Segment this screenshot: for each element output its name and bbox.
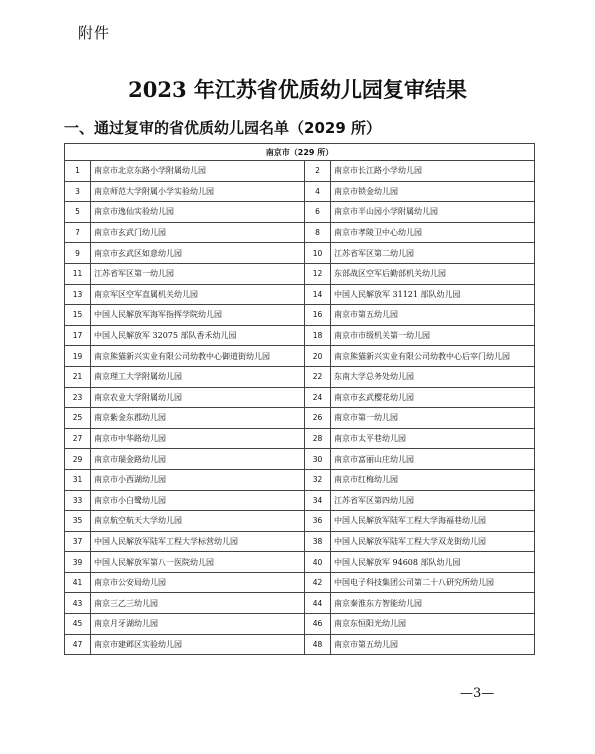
kindergarten-name-right: 南京市第五幼儿园 [331, 305, 535, 326]
table-row [65, 593, 535, 614]
row-number-left: 27 [65, 428, 91, 449]
table-row [65, 222, 535, 243]
table-row [65, 572, 535, 593]
row-number-left: 23 [65, 387, 91, 408]
row-number-left: 45 [65, 614, 91, 635]
kindergarten-name-right: 南京市锁金幼儿园 [331, 181, 535, 202]
kindergarten-name-right: 东部战区空军后勤部机关幼儿园 [331, 263, 535, 284]
kindergarten-name-right: 南京市玄武樱花幼儿园 [331, 387, 535, 408]
table-row [65, 531, 535, 552]
kindergarten-name-left: 南京理工大学附属幼儿园 [91, 366, 305, 387]
kindergarten-name-left: 南京三乙三幼儿园 [91, 593, 305, 614]
row-number-left: 3 [65, 181, 91, 202]
row-number-left: 1 [65, 161, 91, 182]
kindergarten-name-right: 中国电子科技集团公司第二十八研究所幼儿园 [331, 572, 535, 593]
table-row [65, 469, 535, 490]
row-number-right: 28 [305, 428, 331, 449]
kindergarten-name-right: 中国人民解放军陆军工程大学双龙街幼儿园 [331, 531, 535, 552]
row-number-right: 46 [305, 614, 331, 635]
section-heading: 一、通过复审的省优质幼儿园名单（2029 所） [64, 119, 381, 137]
row-number-left: 17 [65, 325, 91, 346]
row-number-right: 16 [305, 305, 331, 326]
row-number-right: 30 [305, 449, 331, 470]
kindergarten-table [64, 143, 535, 655]
row-number-left: 5 [65, 202, 91, 223]
table-row [65, 305, 535, 326]
table-row [65, 161, 535, 182]
table-row [65, 449, 535, 470]
kindergarten-name-left: 南京市玄武门幼儿园 [91, 222, 305, 243]
table-row [65, 634, 535, 655]
row-number-left: 11 [65, 263, 91, 284]
page-number: —3— [460, 686, 495, 701]
kindergarten-name-left: 南京市公安局幼儿园 [91, 572, 305, 593]
table-row [65, 284, 535, 305]
row-number-right: 34 [305, 490, 331, 511]
row-number-right: 10 [305, 243, 331, 264]
row-number-left: 21 [65, 366, 91, 387]
kindergarten-name-right: 南京市富丽山庄幼儿园 [331, 449, 535, 470]
table-row [65, 408, 535, 429]
table-row [65, 325, 535, 346]
table-row [65, 366, 535, 387]
table-row [65, 428, 535, 449]
kindergarten-name-right: 南京市半山园小学附属幼儿园 [331, 202, 535, 223]
row-number-right: 48 [305, 634, 331, 655]
kindergarten-name-right: 南京市太平巷幼儿园 [331, 428, 535, 449]
row-number-right: 26 [305, 408, 331, 429]
kindergarten-name-right: 中国人民解放军 94608 部队幼儿园 [331, 552, 535, 573]
kindergarten-name-right: 南京熊猫新兴实业有限公司幼教中心后宰门幼儿园 [331, 346, 535, 367]
kindergarten-name-left: 南京市小西湖幼儿园 [91, 469, 305, 490]
row-number-left: 37 [65, 531, 91, 552]
attachment-label: 附件 [78, 24, 111, 42]
kindergarten-name-left: 南京紫金东郡幼儿园 [91, 408, 305, 429]
row-number-right: 14 [305, 284, 331, 305]
kindergarten-name-right: 南京市第一幼儿园 [331, 408, 535, 429]
kindergarten-name-left: 南京市瑞金路幼儿园 [91, 449, 305, 470]
kindergarten-name-left: 南京市中华路幼儿园 [91, 428, 305, 449]
row-number-left: 13 [65, 284, 91, 305]
kindergarten-name-right: 南京市孝陵卫中心幼儿园 [331, 222, 535, 243]
table-body [65, 144, 535, 655]
row-number-left: 31 [65, 469, 91, 490]
kindergarten-name-left: 中国人民解放军 32075 部队香禾幼儿园 [91, 325, 305, 346]
kindergarten-name-left: 中国人民解放军陆军工程大学标营幼儿园 [91, 531, 305, 552]
table-row [65, 263, 535, 284]
table-row [65, 243, 535, 264]
row-number-left: 35 [65, 511, 91, 532]
row-number-right: 2 [305, 161, 331, 182]
table-row [65, 387, 535, 408]
row-number-left: 7 [65, 222, 91, 243]
row-number-right: 32 [305, 469, 331, 490]
kindergarten-name-right: 江苏省军区第四幼儿园 [331, 490, 535, 511]
kindergarten-name-right: 南京秦淮东方智能幼儿园 [331, 593, 535, 614]
row-number-right: 44 [305, 593, 331, 614]
kindergarten-name-left: 南京市逸仙实验幼儿园 [91, 202, 305, 223]
table-row [65, 181, 535, 202]
kindergarten-name-right: 中国人民解放军陆军工程大学海福巷幼儿园 [331, 511, 535, 532]
kindergarten-name-left: 中国人民解放军海军指挥学院幼儿园 [91, 305, 305, 326]
row-number-left: 25 [65, 408, 91, 429]
row-number-right: 22 [305, 366, 331, 387]
kindergarten-name-left: 南京市小白鹭幼儿园 [91, 490, 305, 511]
row-number-left: 33 [65, 490, 91, 511]
table-row [65, 614, 535, 635]
kindergarten-name-left: 南京军区空军直属机关幼儿园 [91, 284, 305, 305]
table-row [65, 511, 535, 532]
table-group-header [65, 144, 535, 161]
kindergarten-name-left: 南京师范大学附属小学实验幼儿园 [91, 181, 305, 202]
row-number-left: 9 [65, 243, 91, 264]
row-number-right: 12 [305, 263, 331, 284]
row-number-left: 41 [65, 572, 91, 593]
kindergarten-name-left: 南京市建邺区实验幼儿园 [91, 634, 305, 655]
kindergarten-name-right: 中国人民解放军 31121 部队幼儿园 [331, 284, 535, 305]
kindergarten-name-left: 南京农业大学附属幼儿园 [91, 387, 305, 408]
table-row [65, 346, 535, 367]
row-number-right: 8 [305, 222, 331, 243]
row-number-left: 47 [65, 634, 91, 655]
kindergarten-name-right: 南京市红梅幼儿园 [331, 469, 535, 490]
kindergarten-name-left: 南京市北京东路小学附属幼儿园 [91, 161, 305, 182]
kindergarten-name-left: 南京熊猫新兴实业有限公司幼教中心御道街幼儿园 [91, 346, 305, 367]
row-number-right: 6 [305, 202, 331, 223]
kindergarten-name-left: 南京月牙湖幼儿园 [91, 614, 305, 635]
row-number-left: 19 [65, 346, 91, 367]
row-number-right: 40 [305, 552, 331, 573]
group-title: 南京市（229 所） [65, 144, 535, 161]
row-number-right: 42 [305, 572, 331, 593]
kindergarten-name-left: 南京市玄武区如意幼儿园 [91, 243, 305, 264]
row-number-left: 39 [65, 552, 91, 573]
kindergarten-name-right: 南京市市级机关第一幼儿园 [331, 325, 535, 346]
table-row [65, 490, 535, 511]
kindergarten-name-right: 江苏省军区第二幼儿园 [331, 243, 535, 264]
table-row [65, 202, 535, 223]
kindergarten-name-right: 南京市第五幼儿园 [331, 634, 535, 655]
table-row [65, 552, 535, 573]
kindergarten-name-right: 东南大学总务处幼儿园 [331, 366, 535, 387]
row-number-left: 15 [65, 305, 91, 326]
row-number-right: 20 [305, 346, 331, 367]
row-number-right: 4 [305, 181, 331, 202]
row-number-right: 38 [305, 531, 331, 552]
kindergarten-name-left: 江苏省军区第一幼儿园 [91, 263, 305, 284]
kindergarten-name-left: 中国人民解放军第八一医院幼儿园 [91, 552, 305, 573]
kindergarten-name-right: 南京东恒阳光幼儿园 [331, 614, 535, 635]
row-number-right: 18 [305, 325, 331, 346]
kindergarten-name-left: 南京航空航天大学幼儿园 [91, 511, 305, 532]
document-title: 2023 年江苏省优质幼儿园复审结果 [128, 77, 467, 102]
row-number-right: 36 [305, 511, 331, 532]
kindergarten-name-right: 南京市长江路小学幼儿园 [331, 161, 535, 182]
row-number-right: 24 [305, 387, 331, 408]
row-number-left: 29 [65, 449, 91, 470]
row-number-left: 43 [65, 593, 91, 614]
